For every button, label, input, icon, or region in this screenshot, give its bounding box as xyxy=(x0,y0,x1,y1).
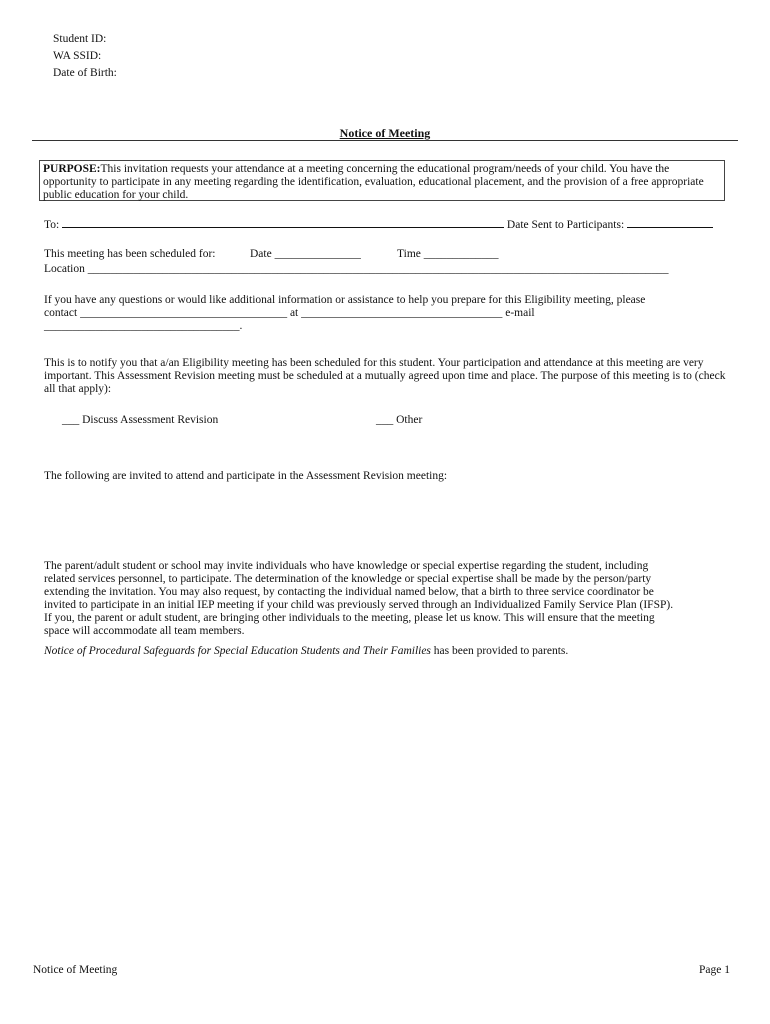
page-number: Page 1 xyxy=(699,964,730,976)
safeguards-notice xyxy=(44,645,568,658)
footer-title: Notice of Meeting xyxy=(33,964,118,976)
time-field[interactable]: Time _____________ xyxy=(397,248,499,260)
parent-paragraph-line: space will accommodate all team members. xyxy=(44,625,245,637)
to-label: To: xyxy=(44,219,60,231)
page-title: Notice of Meeting xyxy=(339,126,431,140)
purpose-text: This invitation requests your attendance at a meeting concerning the educational program/needs of your child. You have the opportunity to participate in any meeting regarding the identification, evaluation, educational placement, and the provision of a free appropriate public education for your child. xyxy=(43,163,704,201)
title-divider xyxy=(32,140,738,141)
notify-paragraph: This is to notify you that a/an Eligibility meeting has been scheduled for this student. Your participation and attendance at this meeting are very important. This Assessment Revision meeting must be scheduled at a mutually agreed upon time and place. The purpose of this meeting is to (check all that apply): xyxy=(44,357,726,395)
safeguards-title: Notice of Procedural Safeguards for Special Education Students and Their Families xyxy=(44,645,431,657)
contact-line-3[interactable]: __________________________________. xyxy=(44,320,243,332)
parent-paragraph-line: invited to participate in an initial IEP meeting if your child was previously served through an Individualized Family Service Plan (IFSP). xyxy=(44,599,674,611)
parent-paragraph-line: related services personnel, to participate. The determination of the knowledge or special expertise shall be made by the person/party xyxy=(44,573,652,585)
location-field[interactable]: Location _____________________________________________________________________________________________________ xyxy=(44,263,669,275)
student-id-label: Student ID: xyxy=(53,33,107,45)
safeguards-rest: has been provided to parents. xyxy=(430,645,569,657)
date-sent-field[interactable] xyxy=(627,217,713,228)
purpose-box xyxy=(39,160,725,201)
invited-text: The following are invited to attend and participate in the Assessment Revision meeting: xyxy=(44,470,448,482)
date-of-birth-label: Date of Birth: xyxy=(53,67,117,79)
date-sent-label: Date Sent to Participants: xyxy=(506,219,625,231)
other-option[interactable]: ___ Other xyxy=(376,414,423,426)
purpose-label: PURPOSE: xyxy=(43,163,101,175)
student-header xyxy=(53,31,117,82)
wa-ssid-label: WA SSID: xyxy=(53,50,102,62)
date-field[interactable]: Date _______________ xyxy=(250,248,361,260)
contact-line-1: If you have any questions or would like additional information or assistance to help you prepare for this Eligibility meeting, please xyxy=(44,294,646,306)
discuss-assessment-revision-option[interactable]: ___ Discuss Assessment Revision xyxy=(62,414,219,426)
parent-paragraph-line: extending the invitation. You may also request, by contacting the individual named below, that a birth to three service coordinator be xyxy=(44,586,654,598)
parent-paragraph-line: The parent/adult student or school may invite individuals who have knowledge or special expertise regarding the student, including xyxy=(44,560,649,572)
to-field[interactable] xyxy=(62,217,504,228)
scheduled-label: This meeting has been scheduled for: xyxy=(44,248,216,260)
to-row xyxy=(44,217,713,232)
contact-line-2[interactable]: contact ____________________________________ at ___________________________________ e-mail xyxy=(44,307,535,319)
parent-paragraph-line: If you, the parent or adult student, are bringing other individuals to the meeting, please let us know. This will ensure that the meeting xyxy=(44,612,655,624)
